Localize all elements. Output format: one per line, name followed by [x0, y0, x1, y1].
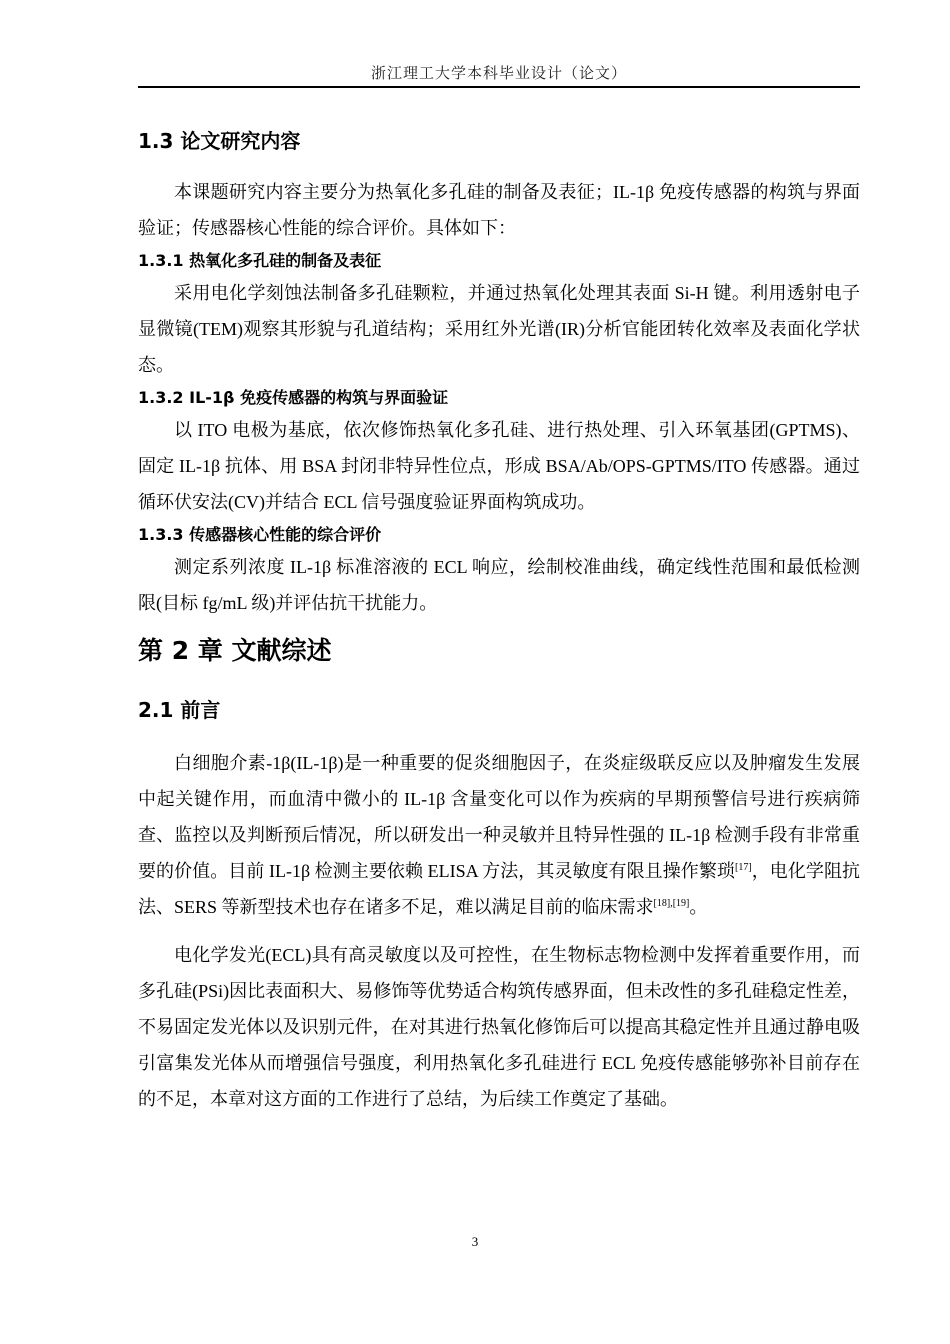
page-content	[138, 124, 860, 1117]
paragraph-text: ，电化学阻抗法、SERS 等新型技术也存在诸多不足，难以满足目前的临床需求	[138, 861, 861, 917]
section-1-3-intro: 本课题研究内容主要分为热氧化多孔硅的制备及表征；IL-1β 免疫传感器的构筑与界面验证；传感器核心性能的综合评价。具体如下：	[138, 182, 860, 238]
section-1-3-3-body: 测定系列浓度 IL-1β 标准溶液的 ECL 响应，绘制校准曲线，确定线性范围和最低检测限(目标 fg/mL 级)并评估抗干扰能力。	[138, 557, 860, 613]
paragraph-text: 。	[689, 897, 708, 917]
header-rule	[138, 86, 860, 88]
section-heading-2-1: 2.1 前言	[138, 698, 221, 722]
paragraph-text: 白细胞介素-1β(IL-1β)是一种重要的促炎细胞因子，在炎症级联反应以及肿瘤发生发展中起关键作用，而血清中微小的 IL-1β 含量变化可以作为疾病的早期预警信号进行疾病筛查、监控以及判断预后情况，所以研发出一种灵敏并且特异性强的 IL-1β 检测手段有非常重要的价值。目前 IL-1β 检测主要依赖 ELISA 方法，其灵敏度有限且操作繁琐	[138, 753, 860, 881]
section-2-1-paragraph-2: 电化学发光(ECL)具有高灵敏度以及可控性，在生物标志物检测中发挥着重要作用，而多孔硅(PSi)因比表面积大、易修饰等优势适合构筑传感界面，但未改性的多孔硅稳定性差，不易固定发光体以及识别元件，在对其进行热氧化修饰后可以提高其稳定性并且通过静电吸引富集发光体从而增强信号强度，利用热氧化多孔硅进行 ECL 免疫传感能够弥补目前存在的不足，本章对这方面的工作进行了总结，为后续工作奠定了基础。	[138, 945, 860, 1109]
section-1-3-1-body: 采用电化学刻蚀法制备多孔硅颗粒，并通过热氧化处理其表面 Si-H 键。利用透射电子显微镜(TEM)观察其形貌与孔道结构；采用红外光谱(IR)分析官能团转化效率及表面化学状态。	[138, 283, 860, 375]
chapter-heading: 第 2 章 文献综述	[138, 636, 332, 665]
section-heading-1-3-3: 1.3.3 传感器核心性能的综合评价	[138, 525, 382, 544]
section-1-3-2-body: 以 ITO 电极为基底，依次修饰热氧化多孔硅、进行热处理、引入环氧基团(GPTMS)、固定 IL-1β 抗体、用 BSA 封闭非特异性位点，形成 BSA/Ab/OPS-GPTMS/ITO 传感器。通过循环伏安法(CV)并结合 ECL 信号强度验证界面构筑成功。	[138, 420, 860, 512]
citation-ref: [18],[19]	[653, 898, 690, 909]
page-number: 3	[471, 1234, 479, 1249]
citation-ref: [17]	[734, 862, 752, 873]
section-heading-1-3-2: 1.3.2 IL-1β 免疫传感器的构筑与界面验证	[138, 388, 449, 407]
section-heading-1-3-1: 1.3.1 热氧化多孔硅的制备及表征	[138, 251, 382, 270]
section-heading-1-3: 1.3 论文研究内容	[138, 129, 301, 153]
page-header: 浙江理工大学本科毕业设计（论文）	[370, 66, 627, 82]
section-2-1-paragraph-1	[138, 745, 860, 925]
